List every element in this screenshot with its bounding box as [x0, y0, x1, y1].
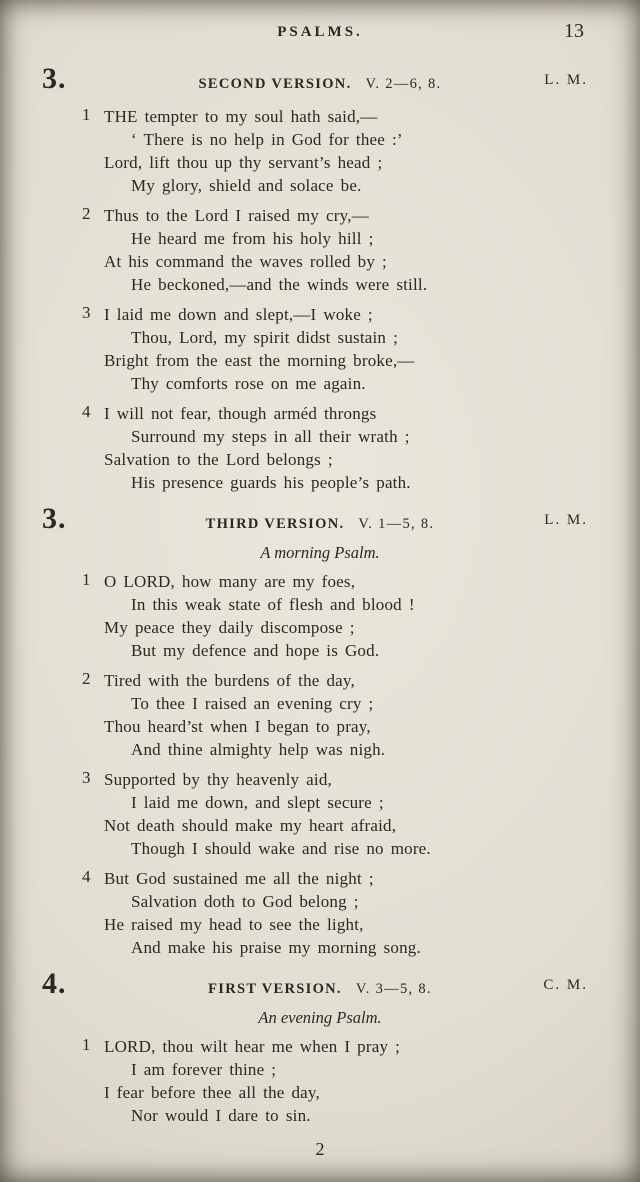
stanza-number: 3: [82, 768, 91, 787]
verse-line: Bright from the east the morning broke,—: [104, 351, 415, 370]
hymn-header: [0, 967, 640, 1005]
hymn-header: [0, 62, 640, 100]
hymn-verses-ref: V. 2—6, 8.: [365, 76, 442, 92]
verse-line: Salvation to the Lord belongs ;: [104, 450, 333, 469]
stanza-number: 1: [82, 1035, 91, 1054]
hymn-title: [208, 981, 432, 997]
stanza-number: 2: [82, 204, 91, 223]
verse-line: I am forever thine ;: [131, 1060, 277, 1079]
stanza-number: 3: [82, 303, 91, 322]
stanza-number: 4: [82, 402, 91, 421]
stanza: [0, 768, 640, 860]
stanza: [0, 402, 640, 494]
verse-line: Thou, Lord, my spirit didst sustain ;: [131, 328, 399, 347]
page-header: [0, 20, 640, 50]
verse-line: Surround my steps in all their wrath ;: [131, 427, 410, 446]
stanza: [0, 867, 640, 959]
stanza: [0, 570, 640, 662]
verse-line: To thee I raised an evening cry ;: [131, 694, 374, 713]
verse-line: I laid me down and slept,—I woke ;: [104, 305, 373, 324]
hymn-section: [0, 502, 640, 959]
page-footer: [0, 1139, 640, 1160]
stanza-number: 1: [82, 105, 91, 124]
running-title: PSALMS.: [277, 24, 363, 40]
verse-line: LORD, thou wilt hear me when I pray ;: [104, 1037, 401, 1056]
hymn-header: [0, 502, 640, 540]
hymn-verses-ref: V. 3—5, 8.: [355, 981, 432, 997]
hymn-section: [0, 967, 640, 1127]
verse-line: He raised my head to see the light,: [104, 915, 364, 934]
stanza: [0, 204, 640, 296]
hymn-sections: [0, 62, 640, 1127]
verse-line: But God sustained me all the night ;: [104, 869, 374, 888]
verse-line: But my defence and hope is God.: [131, 641, 380, 660]
stanza-number: 4: [82, 867, 91, 886]
hymn-meter-label: L. M.: [544, 512, 588, 528]
stanza: [0, 105, 640, 197]
hymn-meter-label: L. M.: [544, 72, 588, 88]
verse-line: O LORD, how many are my foes,: [104, 572, 356, 591]
verse-line: I will not fear, though arméd throngs: [104, 404, 377, 423]
stanza: [0, 303, 640, 395]
verse-line: And thine almighty help was nigh.: [131, 740, 386, 759]
verse-line: Lord, lift thou up thy servant’s head ;: [104, 153, 383, 172]
stanza: [0, 1035, 640, 1127]
verse-line: My glory, shield and solace be.: [131, 176, 362, 195]
hymn-verses-ref: V. 1—5, 8.: [358, 516, 435, 532]
verse-line: Supported by thy heavenly aid,: [104, 770, 332, 789]
verse-line: His presence guards his people’s path.: [131, 473, 411, 492]
hymn-number: 4.: [42, 967, 67, 1000]
hymn-number: 3.: [42, 62, 67, 95]
verse-line: Nor would I dare to sin.: [131, 1106, 311, 1125]
verse-line: I fear before thee all the day,: [104, 1083, 320, 1102]
page-number: 13: [564, 20, 584, 42]
hymn-section: [0, 62, 640, 494]
verse-line: Thou heard’st when I began to pray,: [104, 717, 371, 736]
verse-line: Though I should wake and rise no more.: [131, 839, 431, 858]
hymn-version-title: FIRST VERSION.: [208, 981, 342, 997]
verse-line: He heard me from his holy hill ;: [131, 229, 374, 248]
signature-mark: 2: [315, 1139, 325, 1159]
verse-line: Tired with the burdens of the day,: [104, 671, 355, 690]
verse-line: In this weak state of flesh and blood !: [131, 595, 415, 614]
verse-line: Not death should make my heart afraid,: [104, 816, 397, 835]
hymn-number: 3.: [42, 502, 67, 535]
verse-line: I laid me down, and slept secure ;: [131, 793, 384, 812]
hymn-subtitle: An evening Psalm.: [258, 1008, 382, 1027]
hymn-version-title: THIRD VERSION.: [205, 516, 345, 532]
stanza-number: 2: [82, 669, 91, 688]
hymn-title: [206, 516, 435, 532]
verse-line: ‘ There is no help in God for thee :’: [131, 130, 403, 149]
verse-line: Salvation doth to God belong ;: [131, 892, 359, 911]
hymn-subtitle: A morning Psalm.: [260, 543, 380, 562]
verse-line: At his command the waves rolled by ;: [104, 252, 387, 271]
hymn-meter-label: C. M.: [543, 977, 588, 993]
verse-line: Thy comforts rose on me again.: [131, 374, 366, 393]
hymn-title: [199, 76, 442, 92]
stanza-number: 1: [82, 570, 91, 589]
verse-line: My peace they daily discompose ;: [104, 618, 355, 637]
verse-line: And make his praise my morning song.: [131, 938, 421, 957]
stanza: [0, 669, 640, 761]
verse-line: THE tempter to my soul hath said,—: [104, 107, 378, 126]
verse-line: He beckoned,—and the winds were still.: [131, 275, 428, 294]
verse-line: Thus to the Lord I raised my cry,—: [104, 206, 369, 225]
hymn-version-title: SECOND VERSION.: [198, 76, 352, 92]
